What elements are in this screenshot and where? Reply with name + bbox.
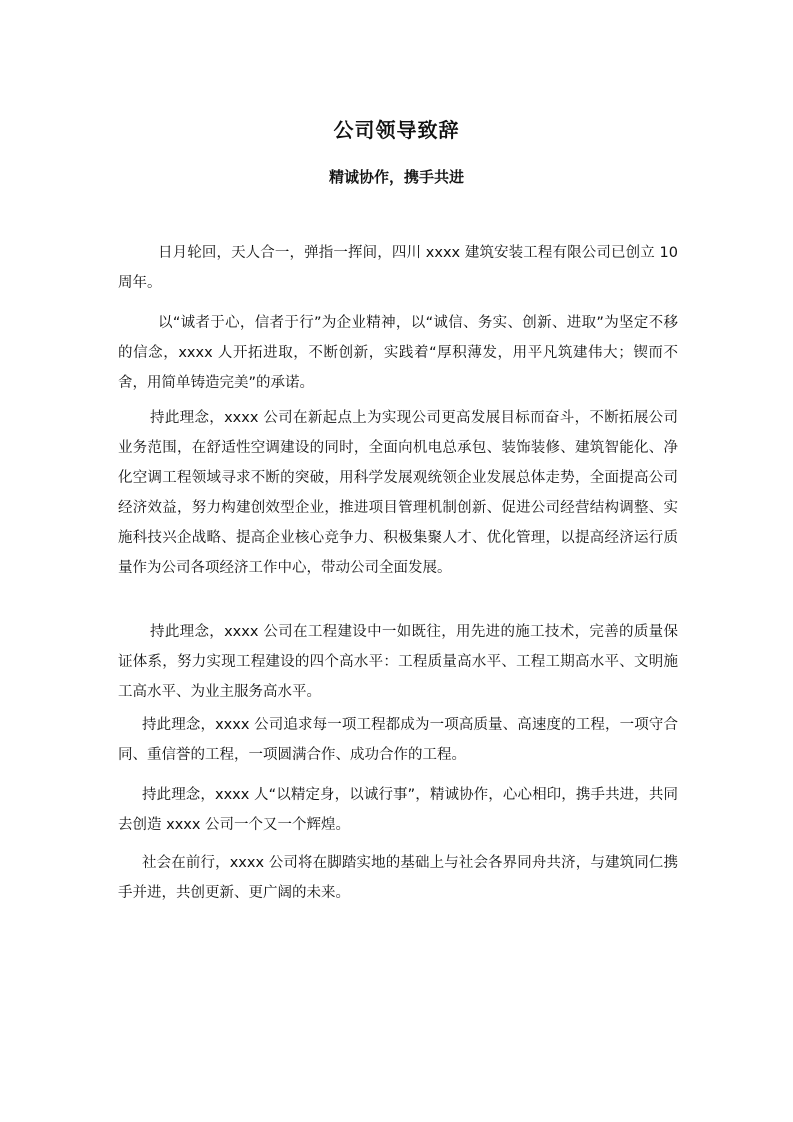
paragraph-future: 社会在前行，xxxx 公司将在脚踏实地的基础上与社会各界同舟共济，与建筑同仁携手并进，共创更新、更广阔的未来。 (118, 855, 678, 901)
paragraph-anniversary: 日月轮回，天人合一，弹指一挥间，四川 xxxx 建筑安装工程有限公司已创立 10 周年。 (118, 245, 678, 291)
paragraph-development-goals: 持此理念，xxxx 公司在新起点上为实现公司更高发展目标而奋斗，不断拓展公司业务范围，在舒适性空调建设的同时，全面向机电总承包、装饰装修、建筑智能化、净化空调工程领域寻求不断的突破，用科学发展观统领企业发展总体走势，全面提高公司经济效益，努力构建创效型企业，推进项目管理机制创新、促进公司经营结构调整、实施科技兴企战略、提高企业核心竞争力、积极集聚人才、优化管理，以提高经济运行质量作为公司各项经济工作中心，带动公司全面发展。 (118, 410, 678, 576)
paragraph-construction-quality: 持此理念，xxxx 公司在工程建设中一如既往，用先进的施工技术，完善的质量保证体系，努力实现工程建设的四个高水平：工程质量高水平、工程工期高水平、文明施工高水平、为业主服务高水平。 (118, 624, 678, 700)
document-title: 公司领导致辞 (333, 118, 460, 142)
document-subtitle: 精诚协作，携手共进 (328, 168, 464, 186)
paragraph-enterprise-spirit: 以“诚者于心，信者于行”为企业精神，以“诚信、务实、创新、进取”为坚定不移的信念，xxxx 人开拓进取，不断创新，实践着“厚积薄发，用平凡筑建伟大；锲而不舍，用简单铸造完美”的承诺。 (118, 315, 678, 391)
paragraph-project-pursuit: 持此理念，xxxx 公司追求每一项工程都成为一项高质量、高速度的工程，一项守合同、重信誉的工程，一项圆满合作、成功合作的工程。 (118, 717, 678, 763)
paragraph-cooperation: 持此理念，xxxx 人“以精定身，以诚行事”，精诚协作，心心相印，携手共进，共同去创造 xxxx 公司一个又一个辉煌。 (118, 787, 678, 833)
